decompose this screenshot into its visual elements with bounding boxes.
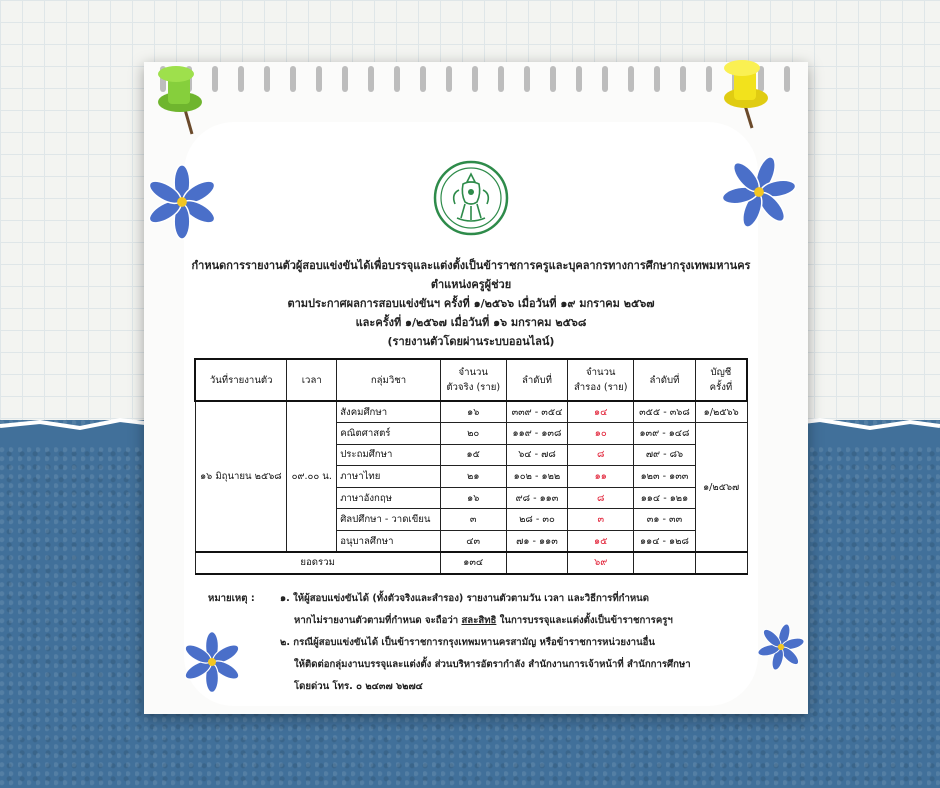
actual-count-cell: ๒๐ xyxy=(440,423,506,445)
table-row xyxy=(195,401,747,423)
remark-2-line-1: ๒. กรณีผู้สอบแข่งขันได้ เป็นข้าราชการกรุงเทพมหานครสามัญ หรือข้าราชการหน่วยงานอื่น xyxy=(280,637,655,648)
forfeit-text: สละสิทธิ xyxy=(461,615,497,626)
spiral-binding xyxy=(150,60,800,100)
actual-count-cell: ๔๓ xyxy=(440,531,506,553)
reserve-rank-cell: ๑๑๔ - ๑๒๑ xyxy=(634,487,696,509)
subject-cell: ศิลปศึกษา - วาดเขียน xyxy=(337,509,441,531)
total-empty-cell xyxy=(695,552,747,574)
total-row xyxy=(195,552,747,574)
subject-cell: ภาษาอังกฤษ xyxy=(337,487,441,509)
heading-online-note: (รายงานตัวโดยผ่านระบบออนไลน์) xyxy=(387,335,555,348)
report-time: ๐๙.๐๐ น. xyxy=(287,401,337,552)
reserve-count-cell: ๓ xyxy=(568,509,634,531)
reserve-rank-cell: ๓๕๕ - ๓๖๘ xyxy=(634,401,696,423)
actual-count-cell: ๑๖ xyxy=(440,401,506,423)
report-schedule-table xyxy=(194,358,748,575)
header-time: เวลา xyxy=(287,359,337,401)
subject-cell: ประถมศึกษา xyxy=(337,444,441,466)
total-label: ยอดรวม xyxy=(195,552,440,574)
yellow-pushpin-icon xyxy=(712,56,778,132)
header-rank-reserve: ลำดับที่ xyxy=(634,359,696,401)
header-actual-count: จำนวน ตัวจริง (ราย) xyxy=(440,359,506,401)
total-actual: ๑๓๔ xyxy=(440,552,506,574)
heading-announcement-ref-2: และครั้งที่ ๑/๒๕๖๗ เมื่อวันที่ ๑๖ มกราคม ๒๕๖๘ xyxy=(355,316,587,329)
total-empty-cell xyxy=(506,552,568,574)
reserve-count-cell: ๘ xyxy=(568,444,634,466)
header-rank-actual: ลำดับที่ xyxy=(506,359,568,401)
list-round-cell: ๑/๒๕๖๗ xyxy=(695,423,747,553)
actual-rank-cell: ๙๘ - ๑๑๓ xyxy=(506,487,568,509)
reserve-count-cell: ๑๔ xyxy=(568,401,634,423)
blue-flower-icon xyxy=(143,163,221,241)
actual-rank-cell: ๑๐๒ - ๑๒๒ xyxy=(506,466,568,488)
total-reserve: ๖๙ xyxy=(568,552,634,574)
reserve-rank-cell: ๑๒๓ - ๑๓๓ xyxy=(634,466,696,488)
heading-title: กำหนดการรายงานตัวผู้สอบแข่งขันได้เพื่อบรรจุและแต่งตั้งเป็นข้าราชการครูและบุคลากรทางการศึกษากรุงเทพมหานคร xyxy=(191,259,751,272)
reserve-count-cell: ๑๐ xyxy=(568,423,634,445)
header-reserve-count: จำนวน สำรอง (ราย) xyxy=(568,359,634,401)
actual-count-cell: ๓ xyxy=(440,509,506,531)
reserve-rank-cell: ๑๓๙ - ๑๔๘ xyxy=(634,423,696,445)
blue-flower-icon xyxy=(756,622,806,672)
announcement-heading xyxy=(185,256,757,351)
remark-2-line-3: โดยด่วน โทร. ๐ ๒๔๓๗ ๖๒๗๔ xyxy=(294,681,423,692)
subject-cell: สังคมศึกษา xyxy=(337,401,441,423)
list-round-cell: ๑/๒๕๖๖ xyxy=(695,401,747,423)
actual-rank-cell: ๗๑ - ๑๑๓ xyxy=(506,531,568,553)
header-date: วันที่รายงานตัว xyxy=(195,359,287,401)
total-empty-cell xyxy=(634,552,696,574)
reserve-rank-cell: ๑๑๔ - ๑๒๘ xyxy=(634,531,696,553)
subject-cell: อนุบาลศึกษา xyxy=(337,531,441,553)
bangkok-seal-logo xyxy=(433,160,509,236)
table-header-row xyxy=(195,359,747,401)
actual-rank-cell: ๑๑๙ - ๑๓๘ xyxy=(506,423,568,445)
actual-count-cell: ๒๑ xyxy=(440,466,506,488)
actual-rank-cell: ๓๓๙ - ๓๕๔ xyxy=(506,401,568,423)
blue-flower-icon xyxy=(180,630,244,694)
actual-rank-cell: ๖๔ - ๗๘ xyxy=(506,444,568,466)
subject-cell: คณิตศาสตร์ xyxy=(337,423,441,445)
remark-2-line-2: ให้ติดต่อกลุ่มงานบรรจุและแต่งตั้ง ส่วนบริหารอัตรากำลัง สำนักงานการเจ้าหน้าที่ สำนักการศึกษา xyxy=(294,659,691,670)
heading-announcement-ref: ตามประกาศผลการสอบแข่งขันฯ ครั้งที่ ๑/๒๕๖๖ เมื่อวันที่ ๑๙ มกราคม ๒๕๖๗ xyxy=(287,297,655,310)
reserve-count-cell: ๑๕ xyxy=(568,531,634,553)
green-pushpin-icon xyxy=(150,62,216,138)
actual-rank-cell: ๒๘ - ๓๐ xyxy=(506,509,568,531)
actual-count-cell: ๑๕ xyxy=(440,444,506,466)
reserve-count-cell: ๘ xyxy=(568,487,634,509)
reserve-rank-cell: ๗๙ - ๘๖ xyxy=(634,444,696,466)
report-date: ๑๖ มิถุนายน ๒๕๖๘ xyxy=(195,401,287,552)
header-list-round: บัญชี ครั้งที่ xyxy=(695,359,747,401)
remark-1-line-2: หากไม่รายงานตัวตามที่กำหนด จะถือว่า สละสิทธิ ในการบรรจุและแต่งตั้งเป็นข้าราชการครูฯ xyxy=(294,615,673,626)
actual-count-cell: ๑๖ xyxy=(440,487,506,509)
subject-cell: ภาษาไทย xyxy=(337,466,441,488)
header-subject-group: กลุ่มวิชา xyxy=(337,359,441,401)
reserve-count-cell: ๑๑ xyxy=(568,466,634,488)
remark-1-line-1: ๑. ให้ผู้สอบแข่งขันได้ (ทั้งตัวจริงและสำรอง) รายงานตัวตามวัน เวลา และวิธีการที่กำหนด xyxy=(280,593,649,604)
remarks-label: หมายเหตุ : xyxy=(208,593,255,604)
heading-position: ตำแหน่งครูผู้ช่วย xyxy=(430,278,512,291)
blue-flower-icon xyxy=(720,153,798,231)
reserve-rank-cell: ๓๑ - ๓๓ xyxy=(634,509,696,531)
